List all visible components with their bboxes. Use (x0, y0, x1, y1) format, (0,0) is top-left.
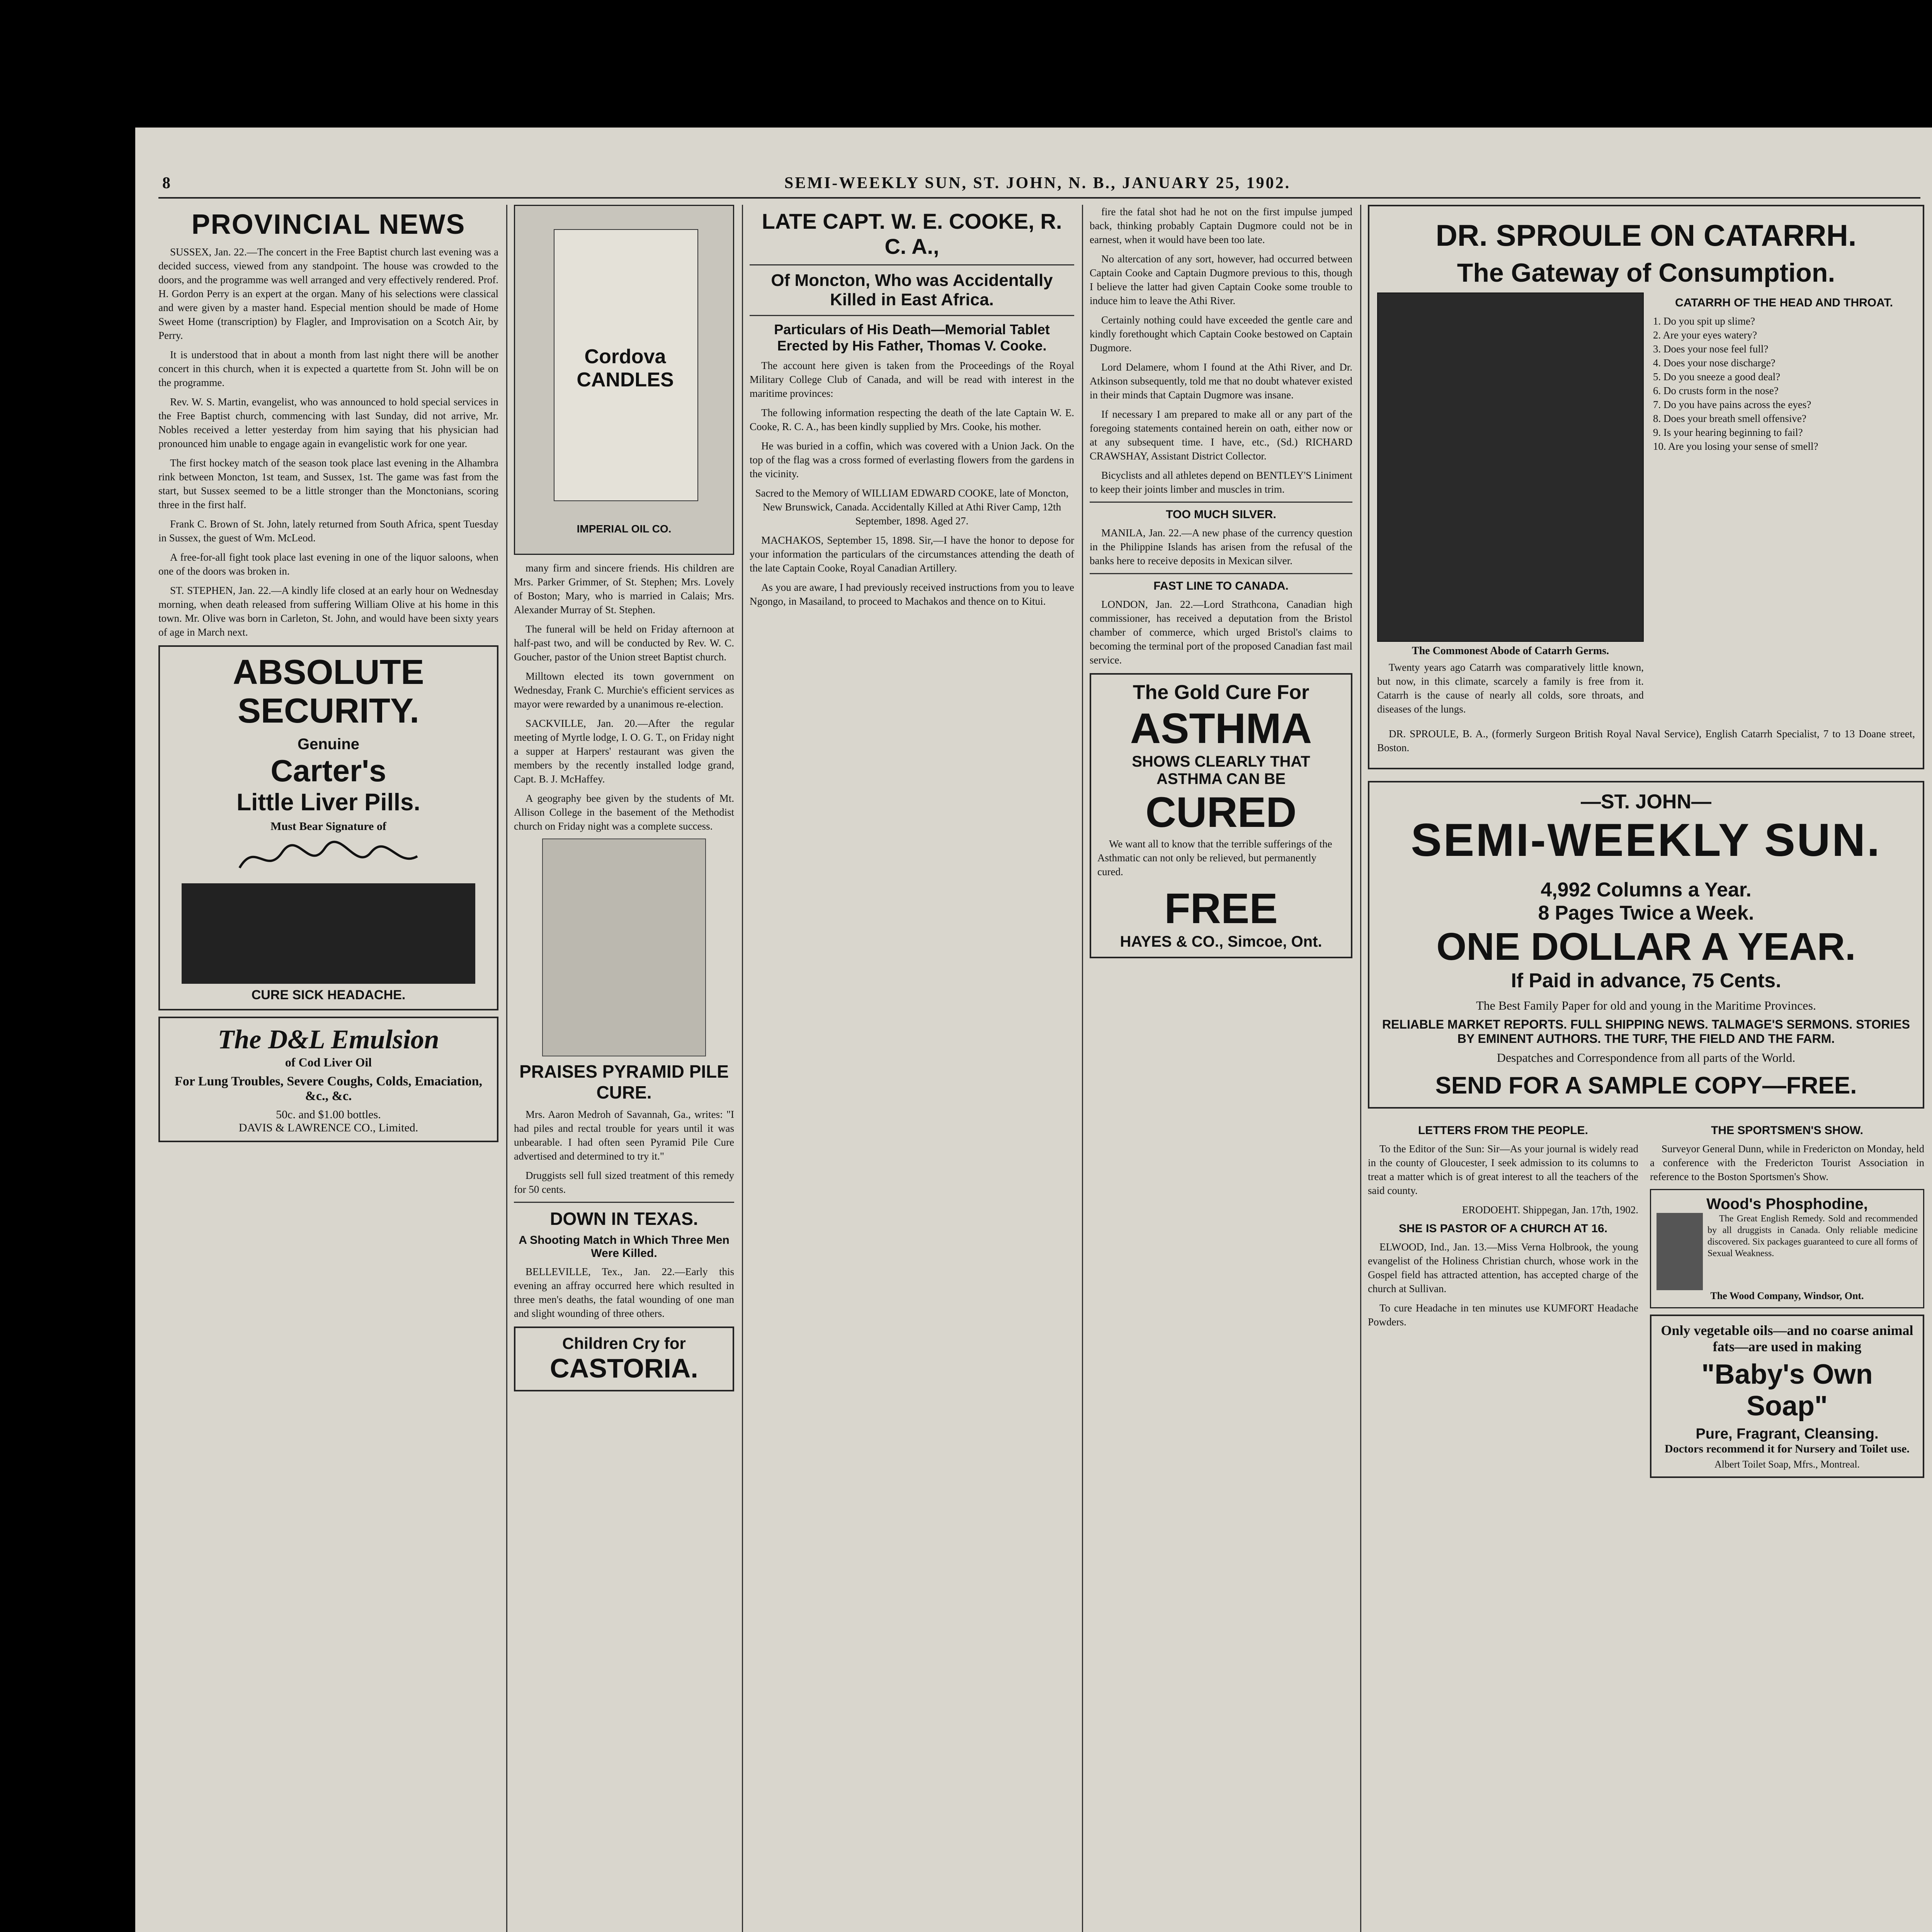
section-title: THE SPORTSMEN'S SHOW. (1711, 1124, 1863, 1137)
ad-paragraph: We want all to know that the terrible sufferings of the Asthmatic can not only be relieved, but permanently cured. (1097, 838, 1332, 878)
canada-story (1090, 597, 1352, 667)
article-paragraph: Certainly nothing could have exceeded the gentle care and kindly forethought which Captain Cooke bestowed on Captain Dugmore. (1090, 314, 1352, 354)
list-item: 8. Does your breath smell offensive? (1653, 413, 1806, 424)
story-paragraph: To cure Headache in ten minutes use KUMFORT Headache Powders. (1368, 1302, 1638, 1328)
list-item: 1. Do you spit up slime? (1653, 315, 1755, 327)
wood-ad-body (1708, 1213, 1918, 1290)
column-provincial-news (158, 205, 498, 1932)
list-item: 4. Does your nose discharge? (1653, 357, 1776, 369)
divider (750, 315, 1074, 316)
story-paragraph: Surveyor General Dunn, while in Fredericton on Monday, held a conference with the Fredericton Tourist Association in reference to the Boston Sportsmen's Show. (1650, 1143, 1924, 1182)
ad-line: SEND FOR A SAMPLE COPY—FREE. (1435, 1072, 1857, 1099)
wood-ad-row (1656, 1213, 1918, 1290)
ad-line: Despatches and Correspondence from all parts of the World. (1497, 1051, 1796, 1065)
news-paragraph: Milltown elected its town government on Wednesday, Frank C. Murchie's efficient services as mayor were rewarded by a unanimous re-election. (514, 670, 734, 710)
memorial-inscription: Sacred to the Memory of WILLIAM EDWARD COOKE, late of Moncton, New Brunswick, Canada. Accidentally Killed at Athi River Camp, 12th September, 1898. Aged 27. (755, 487, 1069, 527)
article-paragraph: As you are aware, I had previously received instructions from you to leave Ngongo, in Masailand, to proceed to Machakos and thence on to Kitui. (750, 582, 1074, 607)
column-two-body (514, 561, 734, 833)
ad-paragraph: The Great English Remedy. Sold and recommended by all druggists in Canada. Only reliable medicine discovered. Six packages guaranteed to cure all forms of Sexual Weakness. (1708, 1214, 1918, 1259)
ad-subheadline: The Gateway of Consumption. (1457, 258, 1835, 287)
ad-headline: ASTHMA (1130, 705, 1312, 752)
list-item: 7. Do you have pains across the eyes? (1653, 399, 1811, 410)
woods-phosphodine-ad (1650, 1189, 1924, 1308)
page-number: 8 (162, 174, 170, 192)
ad-line: Albert Toilet Soap, Mfrs., Montreal. (1714, 1459, 1860, 1470)
header-rule (158, 197, 1920, 199)
article-body (750, 359, 1074, 608)
ad-line: The Gold Cure For (1133, 681, 1310, 704)
carters-pills-ad (158, 645, 498, 1010)
ad-line: If Paid in advance, 75 Cents. (1511, 969, 1781, 992)
column-divider (506, 205, 507, 1932)
image-caption: The Commonest Abode of Catarrh Germs. (1412, 645, 1609, 657)
ad-line: IMPERIAL OIL CO. (577, 523, 672, 535)
pile-cure-ad-body (514, 1107, 734, 1196)
ad-line: Only vegetable oils—and no coarse animal fats—are used in making (1661, 1323, 1913, 1354)
divider (1090, 573, 1352, 574)
man-portrait-image (1656, 1213, 1703, 1290)
ad-line: DAVIS & LAWRENCE CO., Limited. (238, 1121, 418, 1134)
ad-line: CURE SICK HEADACHE. (251, 988, 406, 1002)
ad-line: —ST. JOHN— (1580, 791, 1712, 813)
story-paragraph: MANILA, Jan. 22.—A new phase of the currency question in the Philippine Islands has arisen from the refusal of the banks here to receive deposits in Mexican silver. (1090, 527, 1352, 566)
ad-line: RELIABLE MARKET REPORTS. FULL SHIPPING NEWS. TALMAGE'S SERMONS. STORIES BY EMINENT AUTHORS. THE TURF, THE FIELD AND THE FARM. (1382, 1017, 1910, 1046)
ad-line: 50c. and $1.00 bottles. (276, 1108, 381, 1121)
head-anatomy-image (1377, 293, 1644, 642)
list-item: 6. Do crusts form in the nose? (1653, 385, 1779, 396)
article-paragraph: He was buried in a coffin, which was covered with a Union Jack. On the top of the flag was a cross formed of everlasting flowers from the gardens in the vicinity. (750, 440, 1074, 480)
catarrh-ad-right (1653, 293, 1915, 721)
lower-section (1368, 1120, 1924, 1478)
ad-product: Little Liver Pills. (236, 789, 420, 816)
news-paragraph: The first hockey match of the season took place last evening in the Alhambra rink between Moncton, 1st team, and Sussex, 1st. The game was fast from the start, but Sussex seemed to be a little stronger than the Monctonians, scoring three in the first half. (158, 457, 498, 510)
pastor-body (1368, 1240, 1638, 1329)
castoria-ad (514, 1327, 734, 1391)
divider (750, 264, 1074, 265)
column-five (1368, 205, 1924, 1932)
news-paragraph: The funeral will be held on Friday afternoon at half-past two, and will be conducted by Rev. W. C. Goucher, pastor of the Union street Baptist church. (514, 623, 734, 663)
divider (514, 1202, 734, 1203)
list-item: 9. Is your hearing beginning to fail? (1653, 427, 1803, 438)
column-divider (1360, 205, 1361, 1932)
ad-line: The Wood Company, Windsor, Ont. (1710, 1290, 1864, 1301)
article-paragraph: Bicyclists and all athletes depend on BENTLEY'S Liniment to keep their joints limber and muscles in trim. (1090, 469, 1352, 495)
ad-line: of Cod Liver Oil (285, 1055, 372, 1069)
ad-headline: The D&L Emulsion (218, 1025, 439, 1054)
list-item: 3. Does your nose feel full? (1653, 343, 1769, 355)
ad-line: 8 Pages Twice a Week. (1538, 902, 1754, 924)
news-paragraph: many firm and sincere friends. His children are Mrs. Parker Grimmer, of St. Stephen; Mrs. Lovely of Boston; Mary, who is married in Calais; Mrs. Alexander Murray of St. Stephen. (514, 562, 734, 616)
article-title: LATE CAPT. W. E. COOKE, R. C. A., (762, 209, 1062, 259)
ad-line: The Best Family Paper for old and young in the Maritime Provinces. (1476, 998, 1816, 1012)
provincial-news-title: PROVINCIAL NEWS (191, 209, 466, 240)
ad-brand: Carter's (270, 753, 386, 788)
babys-own-soap-ad (1650, 1315, 1924, 1478)
ad-line: Doctors recommend it for Nursery and Toilet use. (1665, 1442, 1910, 1455)
ad-line: 4,992 Columns a Year. (1541, 879, 1752, 901)
news-paragraph: Rev. W. S. Martin, evangelist, who was announced to hold special services in the Free Baptist church, commencing with last Sunday, did not arrive, Mr. Nobles received a letter yesterday from him saying that his physician had pronounced him unable to engage again in evangelistic work for one year. (158, 396, 498, 449)
article-paragraph: The account here given is taken from the Proceedings of the Royal Military College Club of Canada, and will be read with interest in the maritime provinces: (750, 360, 1074, 399)
news-paragraph: It is understood that in about a month from last night there will be another concert in this church, when it is expected a quartette from St. John will be on the programme. (158, 349, 498, 388)
ad-line: Must Bear Signature of (270, 820, 386, 833)
story-title: TOO MUCH SILVER. (1166, 508, 1276, 521)
signature-image (232, 837, 425, 879)
sportsmen-column (1650, 1120, 1924, 1478)
ad-paragraph: Druggists sell full sized treatment of this remedy for 50 cents. (514, 1170, 734, 1195)
ad-line: SHOWS CLEARLY THAT ASTHMA CAN BE (1132, 753, 1310, 787)
woman-portrait-image (542, 838, 706, 1056)
story-body (514, 1265, 734, 1320)
letter-paragraph: To the Editor of the Sun: Sir—As your journal is widely read in the county of Gloucester, I seek admission to its columns to treat a matter which is of great interest to all the teachers of the said county. (1368, 1143, 1638, 1196)
ad-line: For Lung Troubles, Severe Coughs, Colds, Emaciation, &c., &c. (175, 1074, 482, 1103)
ad-headline: ABSOLUTE SECURITY. (233, 653, 424, 730)
article-paragraph: If necessary I am prepared to make all or any part of the foregoing statements contained herein on oath, either now or at any subsequent time. I have, etc., (Sd.) RICHARD CRAWSHAY, Assistant District Collector. (1090, 408, 1352, 462)
article-subtitle: Of Moncton, Who was Accidentally Killed in East Africa. (771, 271, 1053, 309)
article-paragraph: fire the fatal shot had he not on the first impulse jumped back, thinking probably Captain Dugmore could not be in earnest, when it would have been too late. (1090, 206, 1352, 245)
list-item: 10. Are you losing your sense of smell? (1653, 440, 1818, 452)
list-item: 2. Are your eyes watery? (1653, 329, 1757, 341)
asthma-ad (1090, 673, 1352, 958)
article-deck: Particulars of His Death—Memorial Tablet Erected by His Father, Thomas V. Cooke. (774, 321, 1050, 354)
divider (1090, 502, 1352, 503)
ad-list-title: CATARRH OF THE HEAD AND THROAT. (1675, 296, 1893, 309)
article-paragraph: Lord Delamere, whom I found at the Athi River, and Dr. Atkinson subsequently, told me that no doubt whatever existed in their minds that Captain Dugmore was insane. (1090, 361, 1352, 401)
symptom-list (1653, 314, 1915, 453)
column-cooke-article (750, 205, 1074, 1932)
asthma-ad-body (1097, 837, 1345, 879)
emulsion-ad (158, 1017, 498, 1142)
silver-story (1090, 526, 1352, 568)
ad-paragraph: Twenty years ago Catarrh was comparatively little known, but now, in this climate, scarcely a family is free from it. Catarrh is the cause of nearly all colds, sore throats, and diseases of the lungs. (1377, 662, 1644, 715)
story-subtitle: A Shooting Match in Which Three Men Were Killed. (519, 1234, 730, 1260)
section-title: LETTERS FROM THE PEOPLE. (1418, 1124, 1588, 1137)
news-paragraph: A geography bee given by the students of Mt. Allison College in the basement of the Methodist church on Friday night was a complete success. (514, 793, 734, 832)
article-paragraph: MACHAKOS, September 15, 1898. Sir,—I have the honor to depose for your information the particulars of the circumstances attending the death of the late Captain Cooke, Royal Canadian Artillery. (750, 534, 1074, 574)
section-title: SHE IS PASTOR OF A CHURCH AT 16. (1398, 1222, 1608, 1235)
sports-body (1650, 1142, 1924, 1184)
story-paragraph: BELLEVILLE, Tex., Jan. 22.—Early this evening an affray occurred here which resulted in three men's deaths, the fatal wounding of one man and slight wounding of three others. (514, 1266, 734, 1319)
provincial-news-body (158, 245, 498, 639)
column-divider (742, 205, 743, 1932)
story-title: DOWN IN TEXAS. (550, 1209, 698, 1229)
ad-line: Children Cry for (562, 1334, 686, 1352)
catarrh-ad-left (1377, 293, 1644, 721)
news-paragraph: Frank C. Brown of St. John, lately returned from South Africa, spent Tuesday in Sussex, the guest of Wm. McLeod. (158, 518, 498, 544)
ad-headline: CASTORIA. (550, 1353, 698, 1383)
story-title: FAST LINE TO CANADA. (1153, 580, 1289, 592)
ad-signature (1377, 727, 1915, 755)
news-paragraph: SUSSEX, Jan. 22.—The concert in the Free Baptist church last evening was a decided success, viewed from any standpoint. The house was crowded to the doors, and the programme was well arranged and very effectively rendered. Prof. H. Gordon Perry is an expert at the organ. Many of his selections were classical and were given by a master hand. Especial mention should be made of Home Sweet Home (transcription) by Flagler, and Improvisation on a Scotch Air, by Perry. (158, 246, 498, 341)
ad-headline: CURED (1145, 789, 1297, 836)
ad-paragraph: Mrs. Aaron Medroh of Savannah, Ga., writes: "I had piles and rectal trouble for years until it was unbearable. I had often seen Pyramid Pile Cure advertised and determined to try it." (514, 1109, 734, 1162)
ad-headline: PRAISES PYRAMID PILE CURE. (519, 1061, 729, 1102)
news-paragraph: ST. STEPHEN, Jan. 22.—A kindly life closed at an early hour on Wednesday morning, when death released from suffering William Olive at his home in this town. Mr. Olive was born in Carleton, St. John, and would have been sixty years of age in March next. (158, 585, 498, 638)
letters-column (1368, 1120, 1638, 1478)
ad-headline: ONE DOLLAR A YEAR. (1436, 925, 1856, 968)
ad-paragraph: DR. SPROULE, B. A., (formerly Surgeon British Royal Naval Service), English Catarrh Specialist, 7 to 13 Doane street, Boston. (1377, 728, 1915, 753)
column-four (1090, 205, 1352, 1932)
story-paragraph: LONDON, Jan. 22.—Lord Strathcona, Canadian high commissioner, has received a deputation from the Bristol chamber of commerce, which urged Bristol's claims to becoming the terminal port of the proposed Canadian fast mail service. (1090, 599, 1352, 666)
masthead: SEMI-WEEKLY SUN, ST. JOHN, N. B., JANUARY 25, 1902. (784, 174, 1291, 192)
sproule-catarrh-ad (1368, 205, 1924, 769)
ad-headline: SEMI-WEEKLY SUN. (1411, 814, 1881, 866)
cordova-candles-ad (514, 205, 734, 555)
article-paragraph: The following information respecting the death of the late Captain W. E. Cooke, R. C. A., has been kindly supplied by Mrs. Cooke, his mother. (750, 407, 1074, 432)
newspaper-page (135, 128, 1932, 1932)
carters-package-image (182, 883, 475, 984)
catarrh-ad-body (1377, 293, 1915, 721)
news-paragraph: A free-for-all fight took place last evening in one of the liquor saloons, when one of the doors was broken in. (158, 551, 498, 577)
ad-headline: Cordova CANDLES (577, 345, 674, 391)
ad-headline: "Baby's Own Soap" (1701, 1359, 1873, 1422)
column-divider (1082, 205, 1083, 1932)
ad-headline: DR. SPROULE ON CATARRH. (1435, 218, 1857, 252)
letter-signature: ERODOEHT. Shippegan, Jan. 17th, 1902. (1462, 1204, 1638, 1216)
article-paragraph: No altercation of any sort, however, had occurred between Captain Cooke and Captain Dugmore previous to this, though I believe the latter had given Captain Cooke some trouble to induce him to leave the Athi River. (1090, 253, 1352, 306)
list-item: 5. Do you sneeze a good deal? (1653, 371, 1781, 383)
ad-headline: Wood's Phosphodine, (1706, 1196, 1868, 1213)
column-four-body (1090, 205, 1352, 496)
ad-headline: FREE (1164, 885, 1278, 932)
ad-line: Genuine (297, 736, 360, 753)
ad-line: HAYES & CO., Simcoe, Ont. (1120, 933, 1322, 950)
column-two (514, 205, 734, 1932)
story-paragraph: ELWOOD, Ind., Jan. 13.—Miss Verna Holbrook, the young evangelist of the Holiness Christian church, whose work in the Gospel field has attracted attention, has accepted charge of the church at Sullivan. (1368, 1241, 1638, 1294)
ad-body-text (1377, 660, 1644, 716)
letters-body (1368, 1142, 1638, 1217)
news-paragraph: SACKVILLE, Jan. 20.—After the regular meeting of Myrtle lodge, I. O. G. T., on Friday night a supper at Harpers' restaurant was given the members by the recently installed lodge grand, Capt. B. J. McHaffey. (514, 718, 734, 785)
ad-line: Pure, Fragrant, Cleansing. (1696, 1426, 1879, 1442)
semi-weekly-sun-ad (1368, 781, 1924, 1109)
